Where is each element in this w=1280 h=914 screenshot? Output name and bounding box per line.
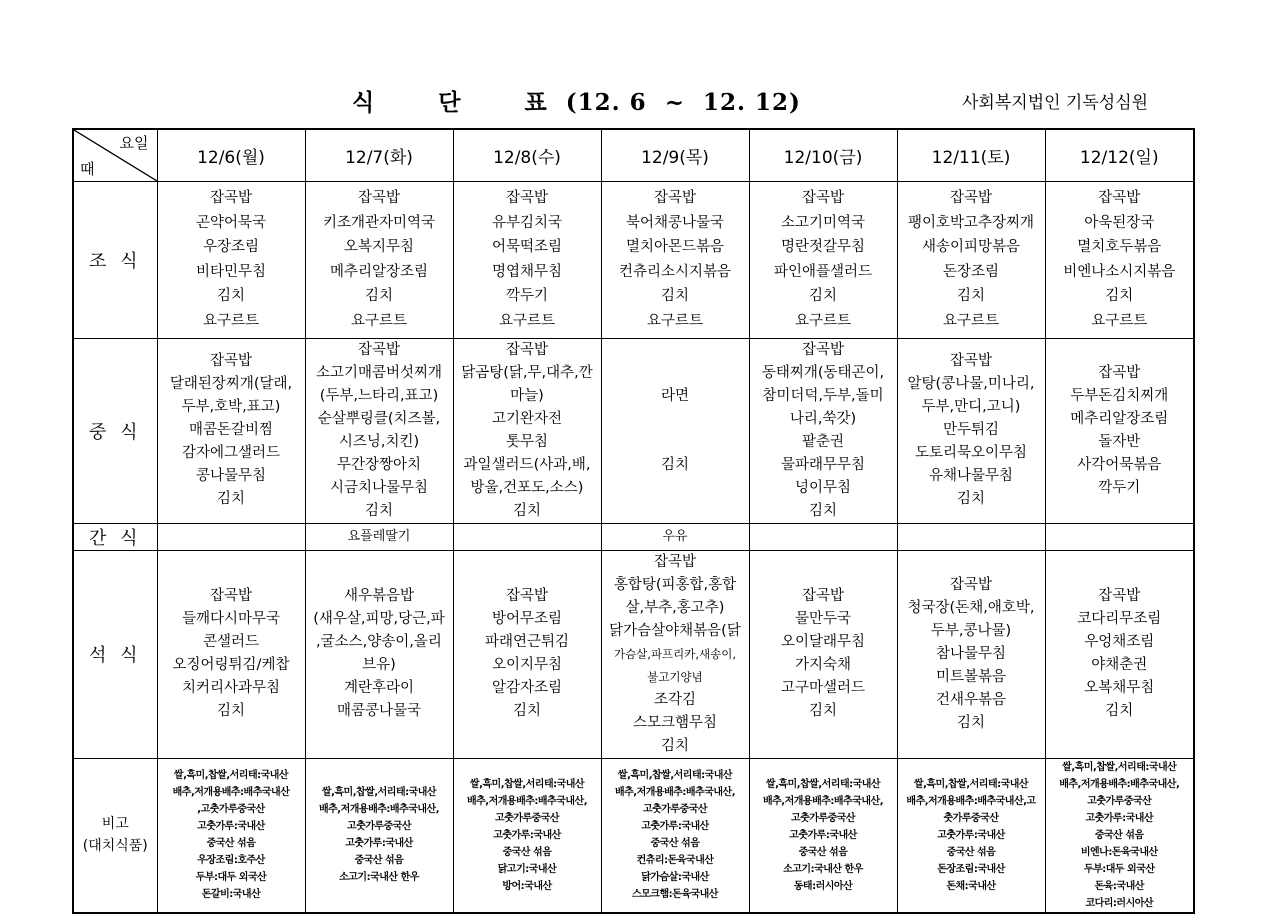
meal-label-breakfast: 조 식 — [73, 181, 157, 338]
menu-item: 감자에그샐러드 — [181, 445, 281, 461]
menu-item: 코다리무조림 — [1077, 611, 1162, 627]
menu-item: 잡곡밥 — [1098, 364, 1141, 381]
menu-item: 요구르트 — [202, 312, 260, 329]
menu-item: 김치 — [1105, 703, 1134, 719]
menu-item: 닭가슴살야채볶음(닭 — [609, 622, 741, 639]
menu-item: 오이달래무침 — [780, 634, 866, 650]
menu-item: 명엽채무침 — [491, 263, 563, 280]
day-header: 12/7(화) — [305, 129, 453, 181]
notes-label: 비고 — [101, 816, 129, 832]
origin-line: 돈장조림:국내산 — [937, 863, 1005, 875]
snack-cell — [897, 523, 1045, 550]
menu-item: 만두튀김 — [942, 422, 1000, 438]
menu-item: 파인애플샐러드 — [773, 263, 873, 280]
menu-item: 요구르트 — [794, 312, 852, 329]
snack-cell: 우유 — [601, 523, 749, 550]
menu-item: 곤약어묵국 — [195, 214, 267, 231]
menu-item: 김치 — [660, 737, 689, 754]
menu-item: 김치 — [1105, 288, 1134, 304]
menu-item: 두부,콩나물) — [930, 622, 1012, 639]
menu-item: 마늘) — [510, 387, 544, 404]
origin-line: 코다리:러시아산 — [1085, 897, 1154, 909]
menu-item: 멸치호두볶음 — [1077, 239, 1162, 255]
menu-item: 김치 — [660, 456, 689, 473]
menu-item: 비엔나소시지볶음 — [1063, 263, 1176, 280]
breakfast-cell — [305, 181, 453, 338]
lunch-cell — [601, 338, 749, 523]
breakfast-cell — [157, 181, 305, 338]
snack-row — [73, 523, 1194, 550]
menu-item: 톳무침 — [505, 433, 549, 450]
origin-line: 돈육:국내산 — [1094, 880, 1144, 892]
dinner-cell — [749, 550, 897, 758]
lunch-cell — [897, 338, 1045, 523]
origin-line: 중국산 섞음 — [1094, 829, 1144, 841]
menu-item: 아욱된장국 — [1084, 214, 1155, 231]
snack-cell — [157, 523, 305, 550]
notes-cell — [897, 758, 1045, 913]
lunch-cell — [1045, 338, 1194, 523]
origin-line: 컨츄리:돈육국내산 — [636, 855, 714, 866]
menu-item: 메추리알장조림 — [329, 263, 429, 280]
menu-item: 키조개관자미역국 — [322, 214, 436, 231]
notes-cell — [305, 758, 453, 913]
origin-line: 고춧가루중국산 — [1087, 795, 1152, 807]
origin-line: 스모크햄:돈육국내산 — [632, 889, 718, 900]
menu-item: 요구르트 — [646, 312, 704, 329]
menu-item: 잡곡밥 — [505, 341, 549, 358]
origin-line: 닭고기:국내산 — [497, 863, 557, 875]
menu-item: 콩나물무침 — [195, 468, 267, 484]
notes-sublabel: (대치식품) — [82, 838, 148, 854]
lunch-cell — [453, 338, 601, 523]
day-header: 12/8(수) — [453, 129, 601, 181]
notes-cell — [453, 758, 601, 913]
menu-item: 잡곡밥 — [949, 190, 993, 206]
menu-item: 청국장(돈채,애호박, — [907, 599, 1035, 616]
origin-line: 중국산 섞음 — [946, 846, 996, 858]
menu-item: 깍두기 — [1098, 479, 1141, 496]
breakfast-cell — [749, 181, 897, 338]
menu-item: 김치 — [808, 502, 837, 519]
lunch-cell — [305, 338, 453, 523]
menu-item: 브유) — [362, 657, 396, 673]
origin-line: 배추,저개용배추:배추국내산, — [762, 795, 884, 807]
dinner-row — [73, 550, 1194, 758]
menu-item: 잡곡밥 — [505, 588, 549, 604]
origin-line: 고춧가루중국산 — [790, 812, 856, 824]
menu-item: 방어무조림 — [491, 611, 563, 627]
snack-cell — [453, 523, 601, 550]
dinner-cell — [453, 550, 601, 758]
menu-item: 깍두기 — [505, 288, 549, 304]
origin-line: 두부:대두 외국산 — [1083, 863, 1155, 875]
menu-item: 요구르트 — [942, 312, 1000, 329]
meal-label-snack: 간 식 — [73, 523, 157, 550]
menu-item: 메추리알장조림 — [1070, 410, 1169, 427]
origin-line: 고춧가루:국내산 — [1085, 812, 1154, 824]
menu-item: 넝이무침 — [794, 479, 852, 496]
menu-item: 잡곡밥 — [949, 353, 993, 369]
menu-item: 오징어링튀김/케찹 — [172, 657, 290, 673]
menu-item: 멸치아몬드볶음 — [625, 239, 725, 255]
meal-label-dinner: 석 식 — [73, 550, 157, 758]
dinner-cell — [305, 550, 453, 758]
origin-line: 쌀,흑미,찹쌀,서리태:국내산 — [617, 770, 733, 781]
menu-item: 유부김치국 — [491, 214, 563, 231]
menu-item: 알탕(콩나물,미나리, — [907, 376, 1035, 392]
menu-item: 돌자반 — [1098, 433, 1141, 450]
origin-line: 쌀,흑미,찹쌀,서리태:국내산 — [469, 778, 585, 790]
menu-item: (두부,느타리,표고) — [319, 387, 439, 404]
menu-item: 라면 — [660, 387, 689, 404]
menu-item: 우장조림 — [202, 239, 260, 255]
menu-item: 컨츄리소시지볶음 — [618, 263, 732, 280]
breakfast-cell — [453, 181, 601, 338]
menu-item: 시즈닝,치킨) — [338, 433, 420, 450]
origin-line: 배추,저개용배추:배추국내산 — [172, 787, 290, 798]
menu-item: 김치 — [512, 703, 541, 719]
day-header: 12/12(일) — [1045, 129, 1194, 181]
origin-line: 춧가루중국산 — [943, 812, 999, 824]
menu-item: 가슴살,파프리카,새송이, — [613, 646, 737, 661]
dinner-cell — [897, 550, 1045, 758]
origin-line: 중국산 섞음 — [354, 855, 404, 866]
menu-item: (새우살,피망,당근,파 — [313, 611, 445, 627]
origin-line: 고춧가루중국산 — [346, 821, 412, 832]
menu-item: 들깨다시마무국 — [181, 611, 281, 627]
snack-cell: 요플레딸기 — [305, 523, 453, 550]
menu-item: 잡곡밥 — [1098, 190, 1141, 206]
menu-item: 오복지무침 — [343, 239, 415, 255]
menu-item: 콘샐러드 — [202, 634, 260, 650]
weekly-menu-table — [72, 128, 1195, 914]
snack-cell — [749, 523, 897, 550]
menu-item: 팽이호박고추장찌개 — [907, 214, 1035, 231]
origin-line: 중국산 섞음 — [650, 838, 700, 849]
menu-item: 김치 — [956, 714, 985, 731]
menu-item — [604, 408, 747, 431]
menu-item: 파래연근튀김 — [484, 634, 570, 650]
menu-item: 시금치나물무침 — [329, 479, 429, 496]
menu-item: 미트볼볶음 — [935, 668, 1007, 685]
organization-name: 사회복지법인 기독성심원 — [962, 93, 1149, 113]
menu-item: 유채나물무침 — [928, 468, 1014, 484]
menu-item: 김치 — [808, 703, 837, 719]
corner-day-label: 요일 — [119, 134, 149, 152]
origin-line: 쌀,흑미,찹쌀,서리태:국내산 — [1062, 761, 1177, 773]
menu-item: 잡곡밥 — [801, 341, 845, 358]
menu-item: 치커리사과무침 — [181, 680, 281, 696]
menu-item: 김치 — [512, 502, 541, 519]
origin-line: 배추,저개용배추:배추국내산, — [466, 795, 588, 807]
origin-line: 중국산 섞음 — [206, 838, 256, 849]
origin-line: 고춧가루:국내산 — [641, 821, 709, 832]
menu-item: 새우볶음밥 — [343, 588, 415, 604]
menu-item: 요구르트 — [1091, 312, 1148, 329]
lunch-cell — [157, 338, 305, 523]
menu-item: 요구르트 — [498, 312, 556, 329]
menu-item: 스모크햄무침 — [632, 714, 718, 731]
origin-line: 고춧가루:국내산 — [345, 838, 413, 849]
notes-cell — [601, 758, 749, 913]
menu-item: 나리,쑥갓) — [789, 410, 857, 427]
origin-line: 고춧가루:국내산 — [789, 829, 857, 841]
menu-item: 계란후라이 — [343, 680, 415, 696]
lunch-cell — [749, 338, 897, 523]
notes-cell — [749, 758, 897, 913]
notes-row — [73, 758, 1194, 913]
menu-item: 김치 — [956, 288, 985, 304]
menu-item: 북어채콩나물국 — [625, 214, 725, 231]
menu-item: 순살뿌링클(치즈볼, — [317, 410, 441, 427]
origin-line: 소고기:국내산 한우 — [339, 872, 419, 883]
menu-item: 매콤콩나물국 — [336, 703, 422, 719]
day-header: 12/11(토) — [897, 129, 1045, 181]
origin-line: 쌀,흑미,찹쌀,서리태:국내산 — [173, 770, 289, 781]
corner-meal-label: 때 — [80, 159, 95, 178]
menu-item: 참나물무침 — [935, 645, 1007, 662]
origin-line: 두부:대두 외국산 — [195, 872, 267, 883]
origin-line: 배추,저개용배추:배추국내산, — [1059, 778, 1180, 790]
origin-line: 닭가슴살:국내산 — [641, 872, 709, 883]
menu-item: 잡곡밥 — [357, 341, 401, 358]
menu-item: 참미더덕,두부,돌미 — [762, 387, 884, 404]
menu-item: 동태찌개(동태곤이, — [761, 364, 885, 381]
day-header: 12/9(목) — [601, 129, 749, 181]
menu-item: 잡곡밥 — [801, 190, 845, 206]
header-row — [73, 129, 1194, 181]
origin-line: 중국산 섞음 — [502, 846, 552, 858]
breakfast-row — [73, 181, 1194, 338]
menu-item: 물만두국 — [794, 611, 852, 627]
menu-item: 두부,만디,고니) — [921, 399, 1021, 415]
menu-item: 잡곡밥 — [209, 588, 253, 604]
menu-item: 김치 — [216, 703, 245, 719]
menu-item: 소고기미역국 — [780, 214, 866, 231]
origin-line: 돈갈비:국내산 — [201, 889, 261, 900]
menu-item: 김치 — [956, 491, 985, 507]
menu-item: 고구마샐러드 — [780, 680, 866, 696]
origin-line: 우장조림:호주산 — [197, 855, 265, 866]
menu-item: 건새우볶음 — [935, 691, 1007, 708]
menu-item: 잡곡밥 — [357, 190, 401, 206]
origin-line: 비엔나:돈육국내산 — [1080, 846, 1158, 858]
origin-line: 고춧가루중국산 — [494, 812, 560, 824]
menu-item: 야채춘권 — [1091, 657, 1148, 673]
menu-item: 김치 — [216, 288, 245, 304]
menu-item: 소고기매콤버섯찌개 — [315, 364, 443, 381]
dinner-cell — [157, 550, 305, 758]
breakfast-cell — [897, 181, 1045, 338]
menu-item: 우엉채조림 — [1084, 634, 1155, 650]
menu-item: 김치 — [216, 491, 245, 507]
menu-item: 김치 — [660, 288, 689, 304]
menu-item: 잡곡밥 — [949, 576, 993, 593]
menu-item: 조각김 — [653, 691, 697, 708]
menu-item: 잡곡밥 — [209, 190, 253, 206]
snack-cell — [1045, 523, 1194, 550]
notes-label-cell — [73, 758, 157, 913]
meal-label-lunch: 중 식 — [73, 338, 157, 523]
menu-item — [604, 431, 747, 454]
notes-cell — [1045, 758, 1194, 913]
menu-item: 팥춘권 — [801, 433, 845, 450]
menu-item: 잡곡밥 — [653, 553, 697, 570]
menu-item: 닭곰탕(닭,무,대추,깐 — [461, 364, 593, 381]
origin-line: 고춧가루중국산 — [642, 804, 708, 815]
breakfast-cell — [1045, 181, 1194, 338]
menu-item: 살,부추,홍고추) — [625, 599, 725, 616]
menu-item: 잡곡밥 — [209, 353, 253, 369]
menu-item: 어묵떡조림 — [491, 239, 563, 255]
origin-line: 방어:국내산 — [502, 880, 552, 892]
origin-line: 배추,저개용배추:배추국내산, — [318, 804, 440, 815]
notes-cell — [157, 758, 305, 913]
menu-item: 두부돈김치찌개 — [1070, 387, 1169, 404]
menu-item: 사각어묵볶음 — [1077, 456, 1162, 473]
menu-item: 도토리묵오이무침 — [914, 445, 1028, 461]
menu-item: 새송이피망볶음 — [921, 239, 1021, 255]
menu-item: 비타민무침 — [195, 263, 267, 280]
dinner-cell — [1045, 550, 1194, 758]
menu-item: ,굴소스,양송이,올리 — [316, 634, 442, 650]
origin-line: 돈채:국내산 — [946, 880, 996, 892]
menu-item: 고기완자전 — [491, 410, 563, 427]
menu-title: 식 단 표 (12. 6 ~ 12. 12) — [352, 89, 801, 116]
origin-line: 고춧가루:국내산 — [197, 821, 265, 832]
menu-item: 가지숙채 — [794, 657, 852, 673]
origin-line: 고춧가루:국내산 — [937, 829, 1005, 841]
menu-item: 알감자조림 — [491, 680, 563, 696]
menu-item: 오복채무침 — [1084, 680, 1155, 696]
menu-item: 잡곡밥 — [801, 588, 845, 604]
menu-item: 무간장짱아치 — [336, 456, 422, 473]
menu-item: 잡곡밥 — [505, 190, 549, 206]
breakfast-cell — [601, 181, 749, 338]
origin-line: 중국산 섞음 — [798, 846, 848, 858]
origin-line: 소고기:국내산 한우 — [783, 863, 863, 875]
menu-item: 과일샐러드(사과,배, — [463, 456, 591, 473]
menu-item: 오이지무침 — [491, 657, 563, 673]
menu-item: 두부,호박,표고) — [181, 399, 281, 415]
origin-line: 쌀,흑미,찹쌀,서리태:국내산 — [765, 778, 881, 790]
menu-item: 물파래무무침 — [780, 456, 866, 473]
lunch-row — [73, 338, 1194, 523]
menu-item: 방울,건포도,소스) — [470, 479, 584, 496]
menu-item: 잡곡밥 — [653, 190, 697, 206]
origin-line: 고춧가루:국내산 — [493, 829, 561, 841]
origin-line: 쌀,흑미,찹쌀,서리태:국내산 — [321, 787, 437, 798]
menu-item: 불고기양념 — [647, 669, 703, 684]
dinner-cell — [601, 550, 749, 758]
origin-line: 배추,저개용배추:배추국내산, — [614, 787, 736, 798]
menu-item: 명란젓갈무침 — [780, 239, 866, 255]
menu-item: 매콤돈갈비찜 — [188, 422, 274, 438]
day-header: 12/10(금) — [749, 129, 897, 181]
origin-line: 쌀,흑미,찹쌀,서리태:국내산 — [913, 778, 1029, 790]
menu-item: 잡곡밥 — [1098, 588, 1141, 604]
menu-item: 김치 — [364, 288, 393, 304]
menu-item: 김치 — [808, 288, 837, 304]
menu-item: 요구르트 — [350, 312, 408, 329]
origin-line: 배추,저개용배추:배추국내산,고 — [906, 795, 1036, 807]
menu-item: 돈장조림 — [942, 263, 1000, 280]
origin-line: ,고춧가루중국산 — [197, 804, 265, 815]
menu-item: 달래된장찌개(달래, — [169, 376, 293, 392]
day-header: 12/6(월) — [157, 129, 305, 181]
corner-header-cell — [73, 129, 157, 181]
origin-line: 동태:러시아산 — [793, 880, 853, 892]
menu-item: 김치 — [364, 502, 393, 519]
menu-item: 홍합탕(피홍합,홍합 — [613, 576, 737, 593]
